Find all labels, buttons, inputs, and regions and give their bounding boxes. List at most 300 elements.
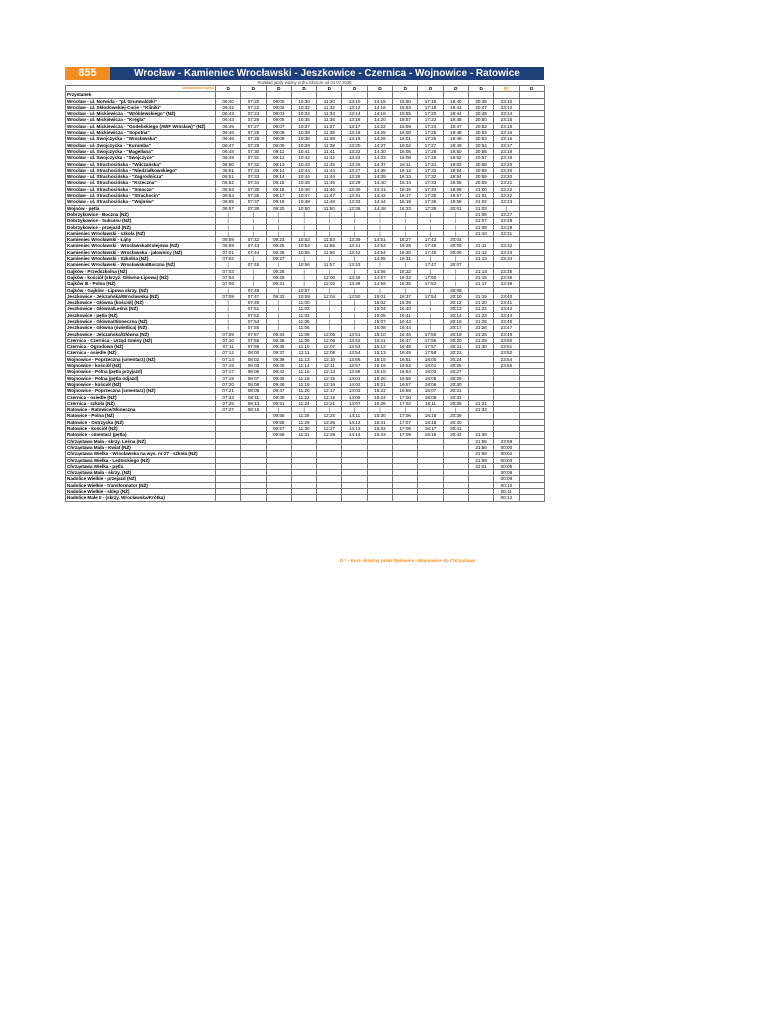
departure-time: 15:30: [367, 413, 392, 419]
departure-time: 11:45: [317, 180, 342, 186]
departure-time: 10:32: [291, 104, 316, 110]
departure-time: 09:36: [266, 344, 291, 350]
departure-time: 07:12: [216, 350, 241, 356]
departure-time: |: [367, 230, 392, 236]
departure-time: |: [317, 312, 342, 318]
departure-time: 20:27: [443, 369, 468, 375]
departure-time: [342, 495, 367, 501]
departure-time: 23:19: [494, 155, 519, 161]
departure-time: |: [443, 256, 468, 262]
departure-time: 14:20: [367, 117, 392, 123]
departure-time: 15:01: [367, 293, 392, 299]
departure-time: 21:20: [468, 300, 493, 306]
departure-time: 13:58: [342, 369, 367, 375]
departure-time: 19:44: [443, 111, 468, 117]
departure-time: 11:43: [317, 161, 342, 167]
departure-time: 11:44: [317, 174, 342, 180]
departure-time: 09:26: [266, 249, 291, 255]
departure-time: 19:52: [443, 155, 468, 161]
departure-time: 21:36: [468, 432, 493, 438]
departure-time: 21:29: [468, 337, 493, 343]
departure-time: 07:01: [216, 249, 241, 255]
departure-time: 12:16: [317, 381, 342, 387]
departure-time: 10:50: [291, 205, 316, 211]
departure-time: 12:05: [317, 331, 342, 337]
course-mark: D: [393, 86, 418, 92]
departure-time: 23:23: [494, 199, 519, 205]
departure-time: 16:40: [393, 306, 418, 312]
departure-time: 18:06: [418, 381, 443, 387]
departure-time: 09:37: [266, 350, 291, 356]
departure-time: 23:44: [494, 312, 519, 318]
departure-time: 13:24: [342, 155, 367, 161]
stop-name: Wrocław - ul. Swojczycka - "Kurumba": [66, 142, 216, 148]
departure-time: 07:27: [216, 407, 241, 413]
departure-time: |: [443, 407, 468, 413]
departure-time: 16:30: [393, 249, 418, 255]
stop-name: Kamieniec Wrocławski - szkoła (NŻ): [66, 230, 216, 236]
stop-name: Chrząstawa Mała - skrzy. (NŻ): [66, 470, 216, 476]
stop-name: Wrocław - ul. Strachocińska - "Krzeczna": [66, 180, 216, 186]
departure-time: 10:41: [291, 148, 316, 154]
departure-time: 09:18: [266, 199, 291, 205]
stop-name: Jeszkowice - Główna/Leśna (NŻ): [66, 306, 216, 312]
departure-time: 11:19: [291, 381, 316, 387]
departure-time: 09:27: [266, 256, 291, 262]
departure-time: 15:11: [367, 337, 392, 343]
course-mark: D: [266, 86, 291, 92]
departure-time: 20:13: [443, 306, 468, 312]
departure-time: |: [216, 211, 241, 217]
departure-time: 11:34: [317, 111, 342, 117]
departure-time: 14:42: [367, 193, 392, 199]
departure-time: |: [367, 287, 392, 293]
departure-time: 18:01: [418, 363, 443, 369]
departure-time: 09:16: [266, 186, 291, 192]
departure-time: 19:47: [443, 123, 468, 129]
departure-time: 06:51: [216, 174, 241, 180]
departure-time: 13:57: [342, 363, 367, 369]
departure-time: 15:12: [367, 344, 392, 350]
departure-time: 13:18: [342, 136, 367, 142]
departure-time: 14:15: [367, 98, 392, 104]
departure-time: |: [367, 211, 392, 217]
departure-time: 17:32: [418, 174, 443, 180]
departure-time: 11:09: [291, 337, 316, 343]
departure-time: |: [291, 281, 316, 287]
stop-name: Ratowice - Polna (NŻ): [66, 413, 216, 419]
departure-time: 16:27: [393, 237, 418, 243]
departure-time: 12:26: [317, 419, 342, 425]
departure-time: 12:15: [317, 375, 342, 381]
departure-time: |: [317, 407, 342, 413]
course-mark: D: [367, 86, 392, 92]
departure-time: 21:03: [468, 205, 493, 211]
departure-time: |: [291, 407, 316, 413]
departure-time: 23:15: [494, 117, 519, 123]
departure-time: 14:44: [367, 199, 392, 205]
departure-time: |: [266, 211, 291, 217]
departure-time: 07:19: [216, 375, 241, 381]
departure-time: 07:14: [216, 356, 241, 362]
departure-time: 10:38: [291, 130, 316, 136]
departure-time: 21:01: [468, 193, 493, 199]
departure-time: 21:11: [468, 243, 493, 249]
departure-time: 06:46: [216, 130, 241, 136]
departure-time: 16:43: [393, 318, 418, 324]
departure-time: 00:11: [494, 489, 519, 495]
departure-time: 17:57: [418, 344, 443, 350]
departure-time: 16:47: [393, 337, 418, 343]
departure-time: 07:27: [241, 123, 266, 129]
departure-time: 11:48: [317, 199, 342, 205]
departure-time: 08:13: [241, 400, 266, 406]
stop-name: Kamieniec Wrocławski - Szkolna (NŻ): [66, 256, 216, 262]
stop-name: Jeszkowice - Główna/Słoneczna (NŻ): [66, 318, 216, 324]
departure-time: 09:58: [266, 432, 291, 438]
departure-time: 16:52: [393, 363, 418, 369]
timetable: [65, 85, 545, 502]
departure-time: 07:22: [241, 104, 266, 110]
departure-time: 23:21: [494, 180, 519, 186]
departure-time: 20:59: [468, 174, 493, 180]
departure-time: 13:18: [342, 130, 367, 136]
departure-time: 16:49: [393, 350, 418, 356]
departure-time: 09:56: [266, 419, 291, 425]
departure-time: |: [317, 268, 342, 274]
departure-time: 17:29: [418, 155, 443, 161]
departure-time: 14:39: [367, 174, 392, 180]
departure-time: 17:25: [418, 130, 443, 136]
departure-time: 11:31: [291, 432, 316, 438]
departure-time: [443, 495, 468, 501]
departure-time: |: [216, 218, 241, 224]
departure-time: 08:11: [241, 394, 266, 400]
departure-time: |: [317, 218, 342, 224]
stop-name: Wrocław - ul. Strachocińska - "Strachocin": [66, 193, 216, 199]
timetable-sheet: [65, 67, 544, 502]
departure-time: |: [266, 325, 291, 331]
departure-time: 17:47: [418, 262, 443, 268]
departure-time: 15:07: [367, 318, 392, 324]
stop-name: Chrząstawa Wielka - pętla: [66, 463, 216, 469]
departure-time: 09:03: [266, 111, 291, 117]
departure-time: |: [443, 281, 468, 287]
departure-time: 20:50: [468, 117, 493, 123]
departure-time: 13:54: [342, 350, 367, 356]
departure-time: 07:17: [216, 369, 241, 375]
departure-time: 07:03: [216, 268, 241, 274]
departure-time: 19:49: [443, 142, 468, 148]
departure-time: 13:33: [342, 199, 367, 205]
departure-time: 17:07: [393, 419, 418, 425]
departure-time: 19:45: [443, 117, 468, 123]
departure-time: |: [241, 211, 266, 217]
departure-time: 14:30: [367, 148, 392, 154]
departure-time: 10:54: [291, 243, 316, 249]
departure-time: 21:55: [468, 438, 493, 444]
departure-time: |: [266, 318, 291, 324]
departure-time: 13:50: [342, 293, 367, 299]
departure-time: |: [418, 224, 443, 230]
departure-time: |: [393, 224, 418, 230]
departure-time: 09:55: [266, 413, 291, 419]
departure-time: 08:06: [241, 369, 266, 375]
departure-time: 15:26: [367, 400, 392, 406]
departure-time: 10:42: [291, 155, 316, 161]
departure-time: |: [418, 407, 443, 413]
departure-time: 23:32: [494, 243, 519, 249]
stop-name: Wrocław - ul. Mickiewicza - "Godebskiego (AWF Wrocław)" (NŻ): [66, 123, 216, 129]
stop-name: Gajków III - Polna (NŻ): [66, 281, 216, 287]
departure-time: 11:05: [291, 318, 316, 324]
departure-time: 14:37: [367, 161, 392, 167]
departure-time: 17:55: [418, 331, 443, 337]
departure-time: 14:16: [367, 104, 392, 110]
departure-time: |: [342, 306, 367, 312]
departure-time: |: [241, 281, 266, 287]
departure-time: 23:49: [494, 331, 519, 337]
departure-time: 11:00: [291, 300, 316, 306]
departure-time: 14:25: [367, 130, 392, 136]
departure-time: 19:48: [443, 130, 468, 136]
departure-time: 17:39: [418, 205, 443, 211]
stop-name: Wrocław - ul. Mickiewicza - "Wróblewskiego" (NŻ): [66, 111, 216, 117]
departure-time: 20:22: [443, 350, 468, 356]
departure-time: 20:12: [443, 300, 468, 306]
departure-time: 14:56: [367, 268, 392, 274]
footnote: D * - Kurs okrężny przez Ratowice i Wojnowice do Chrząstawy: [340, 558, 476, 563]
departure-time: 11:14: [291, 363, 316, 369]
departure-time: 21:14: [468, 268, 493, 274]
departure-time: 10:59: [291, 293, 316, 299]
departure-time: 07:54: [241, 318, 266, 324]
departure-time: 17:28: [418, 148, 443, 154]
departure-time: 13:51: [342, 331, 367, 337]
departure-time: 17:18: [418, 104, 443, 110]
departure-time: 11:16: [291, 369, 316, 375]
departure-time: 19:42: [443, 104, 468, 110]
departure-time: 06:55: [216, 199, 241, 205]
departure-time: |: [418, 230, 443, 236]
departure-time: |: [342, 287, 367, 293]
departure-time: 11:10: [291, 344, 316, 350]
departure-time: 07:43: [241, 243, 266, 249]
departure-time: 09:15: [266, 180, 291, 186]
stop-name: Wojnów - pętla: [66, 205, 216, 211]
departure-time: 09:31: [266, 281, 291, 287]
departure-time: 16:02: [393, 142, 418, 148]
departure-time: 09:28: [266, 268, 291, 274]
departure-time: 23:47: [494, 325, 519, 331]
departure-time: 13:22: [342, 148, 367, 154]
stop-name: Dobrzykowice - Boczna (NŻ): [66, 211, 216, 217]
stop-name: Nadolice Wielkie - transformator (NŻ): [66, 482, 216, 488]
departure-time: |: [241, 230, 266, 236]
departure-time: 11:55: [317, 243, 342, 249]
departure-time: 00:10: [494, 482, 519, 488]
stop-name: Gajków - Przedszkolna (NŻ): [66, 268, 216, 274]
stop-name: Wrocław - ul. Norwida - "pl. Grunwaldzki": [66, 98, 216, 104]
departure-time: 16:00: [393, 130, 418, 136]
departure-time: 23:46: [494, 318, 519, 324]
departure-time: 17:43: [418, 237, 443, 243]
departure-time: |: [317, 230, 342, 236]
stop-name: Wrocław - ul. Mickiewicza - "Kręgla": [66, 117, 216, 123]
departure-time: 16:46: [393, 331, 418, 337]
departure-time: 20:25: [443, 363, 468, 369]
departure-time: 15:15: [367, 356, 392, 362]
departure-time: |: [241, 218, 266, 224]
stop-name: Wrocław - ul. Strachocińska - "Zagrodnicza": [66, 174, 216, 180]
departure-time: 18:17: [418, 426, 443, 432]
departure-time: 07:30: [241, 148, 266, 154]
departure-time: 17:52: [418, 281, 443, 287]
departure-time: 07:45: [241, 262, 266, 268]
departure-time: 08:00: [241, 350, 266, 356]
departure-time: 09:35: [266, 337, 291, 343]
departure-time: 13:14: [342, 111, 367, 117]
departure-time: 12:28: [317, 432, 342, 438]
departure-time: 22:01: [468, 463, 493, 469]
departure-time: 15:02: [367, 300, 392, 306]
departure-time: |: [216, 224, 241, 230]
stop-name: Nadolice Wielkie - przejazd (NŻ): [66, 476, 216, 482]
departure-time: 06:48: [216, 148, 241, 154]
departure-time: 13:56: [342, 356, 367, 362]
departure-time: 06:57: [216, 205, 241, 211]
departure-time: 07:34: [241, 180, 266, 186]
departure-time: 23:27: [494, 211, 519, 217]
departure-time: 23:50: [494, 337, 519, 343]
departure-time: 12:25: [317, 413, 342, 419]
departure-time: 21:31: [468, 400, 493, 406]
departure-time: 14:27: [367, 142, 392, 148]
departure-time: 07:57: [241, 331, 266, 337]
departure-time: 07:10: [216, 337, 241, 343]
departure-time: [317, 495, 342, 501]
departure-time: 10:39: [291, 142, 316, 148]
departure-time: 23:54: [494, 356, 519, 362]
departure-time: 19:40: [443, 98, 468, 104]
departure-time: 16:37: [393, 293, 418, 299]
departure-time: 07:31: [241, 155, 266, 161]
departure-time: 20:31: [443, 388, 468, 394]
departure-time: 20:59: [468, 167, 493, 173]
departure-time: 20:29: [443, 375, 468, 381]
departure-time: 17:58: [418, 350, 443, 356]
departure-time: 17:36: [418, 199, 443, 205]
departure-time: 20:40: [443, 419, 468, 425]
departure-time: 18:11: [418, 400, 443, 406]
departure-time: 23:16: [494, 136, 519, 142]
departure-time: 11:38: [317, 136, 342, 142]
departure-time: 16:08: [393, 155, 418, 161]
departure-time: |: [291, 268, 316, 274]
line-number-badge: 855: [65, 67, 110, 80]
departure-time: 20:35: [443, 400, 468, 406]
departure-time: 21:07: [468, 218, 493, 224]
departure-time: |: [317, 325, 342, 331]
departure-time: 15:33: [367, 432, 392, 438]
departure-time: 06:59: [216, 243, 241, 249]
departure-time: 11:56: [317, 249, 342, 255]
departure-time: 20:39: [443, 413, 468, 419]
departure-time: 21:30: [468, 344, 493, 350]
departure-time: 07:47: [241, 293, 266, 299]
departure-time: 14:51: [367, 237, 392, 243]
departure-time: [519, 495, 544, 501]
stop-name: Przystanek: [66, 92, 216, 98]
departure-time: 20:59: [468, 180, 493, 186]
departure-time: |: [266, 218, 291, 224]
departure-time: 16:11: [393, 161, 418, 167]
departure-time: 08:08: [241, 381, 266, 387]
departure-time: 00:08: [494, 470, 519, 476]
departure-time: 14:14: [342, 432, 367, 438]
departure-time: 13:43: [342, 262, 367, 268]
departure-time: 10:44: [291, 174, 316, 180]
departure-time: |: [291, 218, 316, 224]
departure-time: 13:41: [342, 243, 367, 249]
departure-time: 14:38: [367, 167, 392, 173]
departure-time: 14:12: [342, 419, 367, 425]
departure-time: 10:47: [291, 193, 316, 199]
departure-time: 06:45: [216, 123, 241, 129]
departure-time: |: [241, 224, 266, 230]
departure-time: 17:08: [393, 426, 418, 432]
departure-time: 13:53: [342, 344, 367, 350]
departure-time: 23:33: [494, 249, 519, 255]
departure-time: |: [216, 230, 241, 236]
departure-time: 17:24: [418, 123, 443, 129]
departure-time: 20:24: [443, 356, 468, 362]
departure-time: 14:41: [367, 186, 392, 192]
departure-time: 07:06: [216, 281, 241, 287]
departure-time: 15:31: [367, 419, 392, 425]
departure-time: 11:20: [291, 388, 316, 394]
stop-name: Wojnowice - Polna (pętla przyjazd): [66, 369, 216, 375]
departure-time: 19:53: [443, 161, 468, 167]
departure-time: 06:51: [216, 167, 241, 173]
route-title: Wrocław - Kamieniec Wrocławski - Jeszkowice - Czernica - Wojnowice - Ratowice: [134, 68, 520, 79]
departure-time: 14:33: [367, 155, 392, 161]
departure-time: 07:20: [241, 98, 266, 104]
departure-time: 07:42: [241, 237, 266, 243]
stop-name: Jeszkowice - Główna (świetlica) (NŻ): [66, 325, 216, 331]
departure-time: 17:33: [418, 180, 443, 186]
departure-time: 06:49: [216, 155, 241, 161]
departure-time: 14:18: [367, 111, 392, 117]
stop-name: Wojnowice - Polna (pętla odjazd): [66, 375, 216, 381]
departure-time: 14:01: [342, 375, 367, 381]
departure-time: 23:20: [494, 174, 519, 180]
departure-time: 17:22: [418, 117, 443, 123]
departure-time: 16:33: [393, 274, 418, 280]
departure-time: 08:07: [241, 375, 266, 381]
departure-time: |: [291, 256, 316, 262]
stop-name: Chrząstawa Mała - skrzy. Leśna (NŻ): [66, 438, 216, 444]
departure-time: 10:33: [291, 111, 316, 117]
departure-time: 20:33: [443, 394, 468, 400]
departure-time: 21:59: [468, 457, 493, 463]
departure-time: 19:56: [443, 186, 468, 192]
departure-time: 07:28: [241, 136, 266, 142]
departure-time: 16:39: [393, 300, 418, 306]
departure-time: |: [216, 306, 241, 312]
departure-time: 07:11: [216, 344, 241, 350]
departure-time: 06:54: [216, 193, 241, 199]
